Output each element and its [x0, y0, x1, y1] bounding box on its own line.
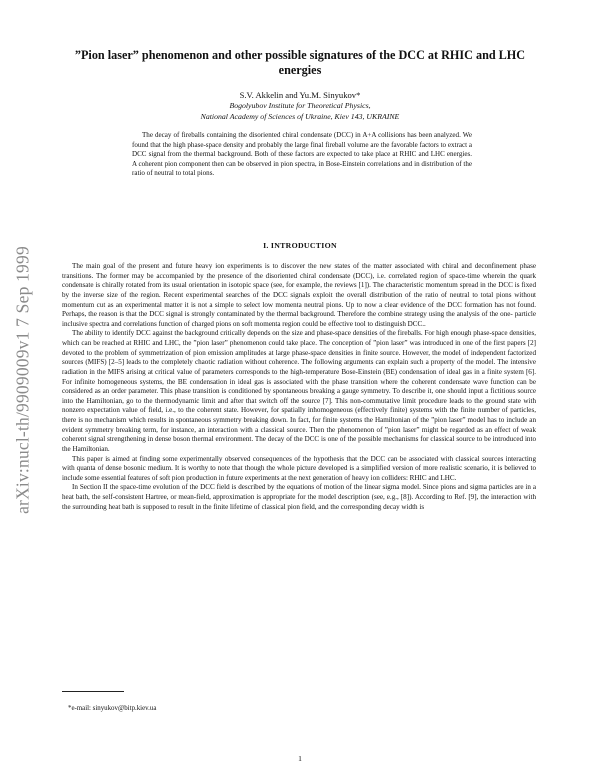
arxiv-identifier: arXiv:nucl-th/9909009v1 7 Sep 1999	[12, 246, 33, 514]
footnote-rule	[62, 691, 124, 692]
section-heading: I. INTRODUCTION	[263, 241, 337, 250]
abstract: The decay of fireballs containing the disoriented chiral condensate (DCC) in A+A collisions has been analyzed. We found that the high phase-space density and probably the large final fireball volume are the favorable factors to extract a DCC signal from the thermal background. Both of these factors are expected to take place at RHIC and LHC energies. A coherent pion component then can be observed in pion spectra, in Bose-Einstein correlations and in distribution of the ratio of neutral to total pions.	[132, 131, 472, 178]
paragraph-1: The main goal of the present and future heavy ion experiments is to discover the new states of the matter associated with chiral and deconfinement phase transitions. The former may be accompanied by the presence of the disoriented chiral condensate (DCC), i.e. correlated region of space-time wherein the quark condensate is chirally rotated from its usual orientation in isotopic space (see, for example, the reviews [1]). The characteristic momentum spread in the DCC is fixed by the inverse size of the region. Recent experimental searches of the DCC signals exploit the overall distribution of the ratio of neutral to total pions without momentum cut as an experimental matter it is not a simple to select low momenta neutral pions. Up to now a clear evidence of the DCC formation has not found. Perhaps, the reason is that the DCC signal is strongly contaminated by the thermal background. Therefore the combine strategy using the analysis of the one- particle inclusive spectra and correlations function of charged pions on soft momenta region could be effective tool to distinguish DCC..	[62, 262, 536, 328]
affiliation-line-2: National Academy of Sciences of Ukraine, Kiev 143, UKRAINE	[200, 111, 400, 121]
authors: S.V. Akkelin and Yu.M. Sinyukov*	[239, 90, 361, 100]
paper-title: ”Pion laser” phenomenon and other possible signatures of the DCC at RHIC and LHC energies	[74, 48, 526, 77]
arxiv-stamp	[3, 210, 43, 550]
paragraph-3: This paper is aimed at finding some experimentally observed consequences of the hypothesis that the DCC can be associated with classical sources interacting with quanta of dense bosonic medium. It is worthy to note that though the whole picture developed is a simplified version of more realistic scenario, it is believed to include some essential features of soft pion production in future experiments at the next generation of heavy ion colliders: RHIC and LHC.	[62, 454, 536, 482]
paragraph-4: In Section II the space-time evolution of the DCC field is described by the equations of motion of the linear sigma model. Since pions and sigma particles are in a heat bath, the self-consistent Hartree, or mean-field, approximation is appropriate for the model description (see, e.g., [8]). According to Ref. [9], the interaction with the surrounding heat bath is supposed to result in the finite lifetime of classical pion field, and the corresponding decay width is	[62, 483, 536, 511]
body-text	[62, 262, 536, 512]
page-number: 1	[298, 754, 302, 763]
footnote: *e-mail: sinyukov@bitp.kiev.ua	[68, 705, 157, 712]
affiliation-line-1: Bogolyubov Institute for Theoretical Physics,	[229, 101, 371, 110]
paragraph-2: The ability to identify DCC against the background critically depends on the size and phase-space densities of the fireballs. For high enough phase-space densities, which can be reached at RHIC and LHC, the ”pion laser” phenomenon could take place. The conception of ”pion laser” was introduced in one of the first papers [2] devoted to the problem of symmetrization of pion emission amplitudes at large phase-space densities in finite source. However, the model of independent factorized sources (MIFS) [2–5] leads to the completely chaotic radiation without coherence. The following arguments can explain such a property of the model. The intensive radiation in the MIFS arising at critical value of parameters corresponds to the high-temperature Bose-Einstein (BE) condensation of ideal gas in a finite system [6]. For infinite homogeneous systems, the BE condensation in ideal gas is associated with the phase transition where the coherent condensate wave function can be considered as an order parameter. This phase transition is conditioned by spontaneous breaking a gauge symmetry. To describe it, one should input a fictitious source into the Hamiltonian, go to the thermodynamic limit and after that switch off the source [7]. This non-commutative limit procedure leads to the ground state with nonzero expectation value of field, i.e., to the coherent state. However, for spatially inhomogeneous (effectively finite) systems with the finite number of particles, there is no mechanism which results in spontaneous symmetry breaking down. In fact, for finite systems the Hamiltonian of the ”pion laser” model has to include an evident symmetry breaking term, for instance, an interaction with a classical source. Then the phenomenon of ”pion laser” might be regarded as an effect of weak coherent signal strengthening in dense boson thermal environment. The decay of the DCC is one of the possible mechanisms for classical source to be introduced into the Hamiltonian.	[62, 329, 536, 453]
affiliation	[62, 101, 538, 122]
